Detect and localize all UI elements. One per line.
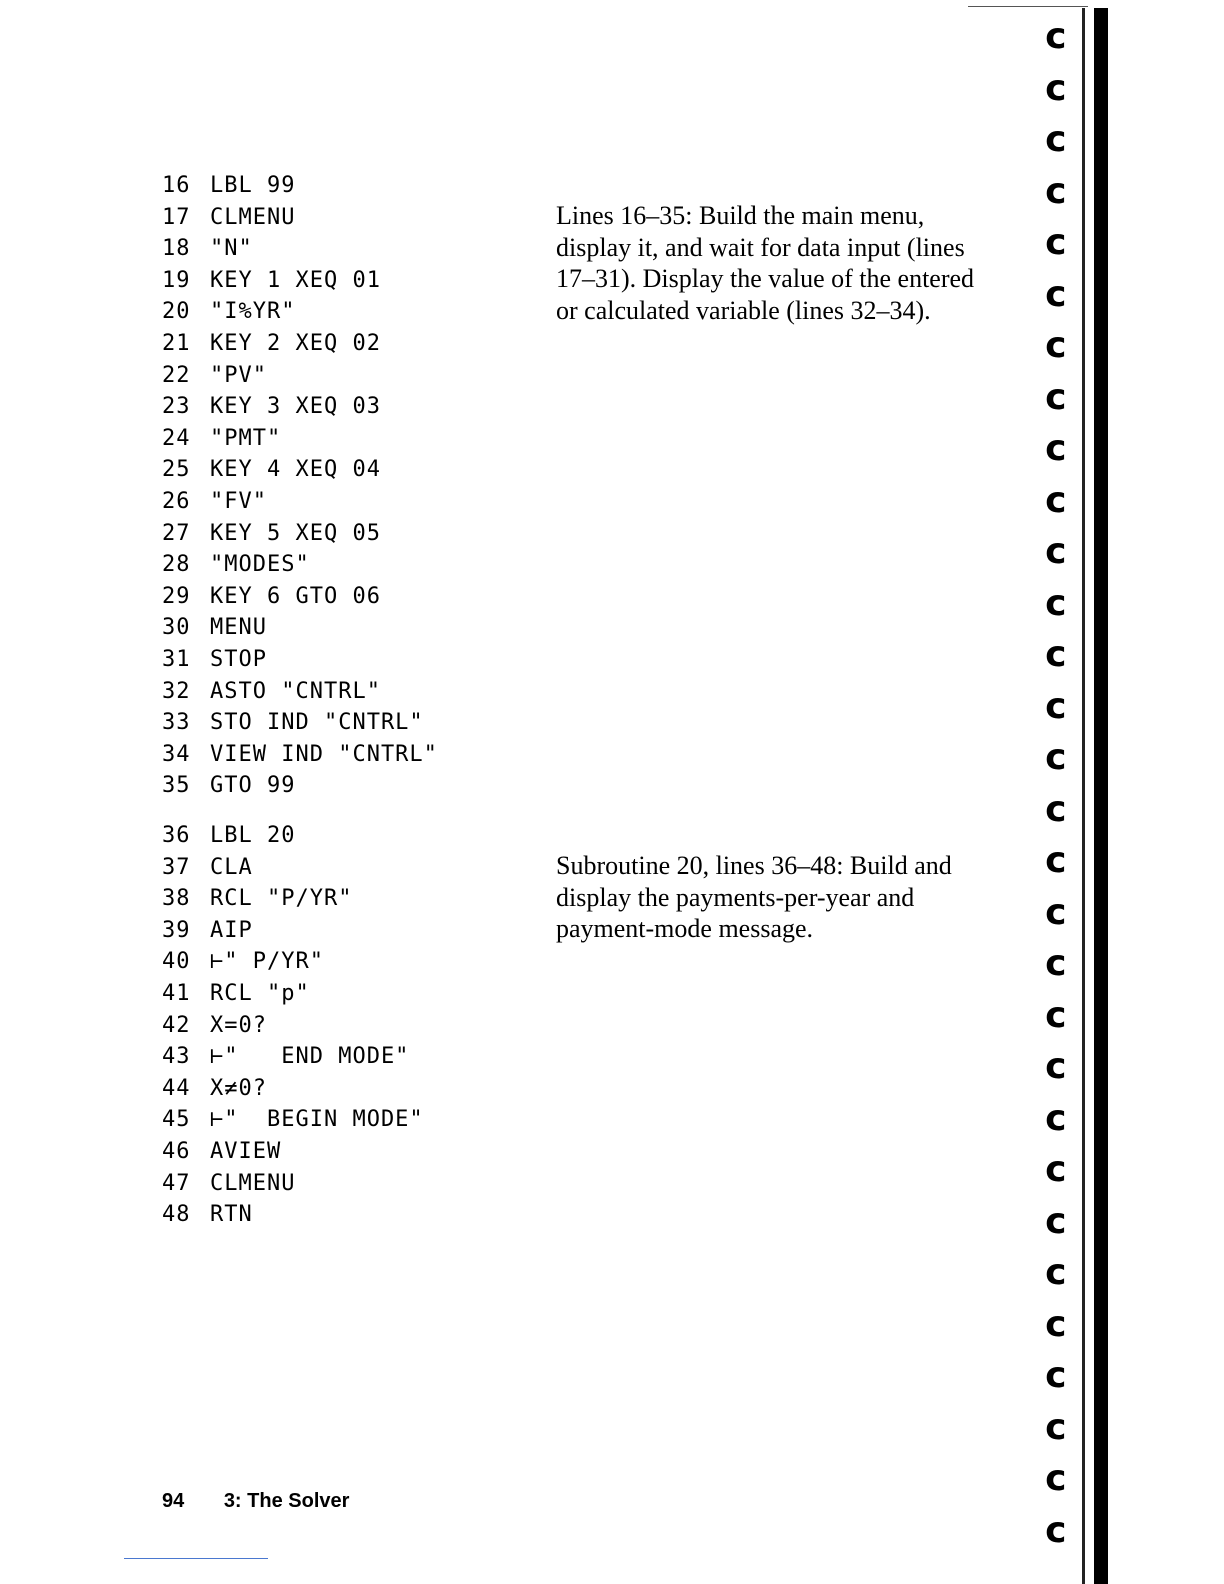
code-line xyxy=(162,644,438,676)
line-code: CLA xyxy=(210,854,253,880)
line-code: CLMENU xyxy=(210,204,296,230)
code-line xyxy=(162,296,438,328)
code-line xyxy=(162,170,438,202)
binding-coil-icon: ɔ xyxy=(1044,479,1066,521)
binding-coil-icon: ɔ xyxy=(1044,788,1066,830)
line-number: 44 xyxy=(162,1075,191,1101)
code-line xyxy=(162,1104,424,1136)
line-code: ⊢" BEGIN MODE" xyxy=(210,1107,424,1133)
code-line xyxy=(162,518,438,550)
line-number: 45 xyxy=(162,1107,191,1133)
line-number: 32 xyxy=(162,678,191,704)
code-line xyxy=(162,1168,424,1200)
binding-coil-icon: ɔ xyxy=(1044,1509,1066,1551)
binding-coil-icon: ɔ xyxy=(1044,1097,1066,1139)
annotation-subroutine-20: Subroutine 20, lines 36–48: Build and display the payments-per-year and payment-mode message. xyxy=(556,851,952,943)
code-listing-lines-36-48 xyxy=(162,820,424,1231)
line-code: GTO 99 xyxy=(210,773,296,799)
binding-edge xyxy=(1082,8,1085,1584)
code-line xyxy=(162,1199,424,1231)
code-line xyxy=(162,423,438,455)
code-line xyxy=(162,1073,424,1105)
line-code: KEY 6 GTO 06 xyxy=(210,583,381,609)
bottom-rule xyxy=(124,1558,268,1559)
line-code: ASTO "CNTRL" xyxy=(210,678,381,704)
line-number: 20 xyxy=(162,299,191,325)
line-code: KEY 2 XEQ 02 xyxy=(210,330,381,356)
binding-coil-icon: ɔ xyxy=(1044,1355,1066,1396)
code-line xyxy=(162,454,438,486)
line-number: 28 xyxy=(162,552,191,578)
binding-coil-icon: ɔ xyxy=(1044,1303,1066,1345)
binding-coil-icon: ɔ xyxy=(1044,16,1066,57)
line-code: STOP xyxy=(210,646,267,672)
line-number: 16 xyxy=(162,173,191,198)
line-code: "MODES" xyxy=(210,552,310,578)
page-number: 94 xyxy=(162,1490,185,1512)
line-code: STO IND "CNTRL" xyxy=(210,710,424,736)
line-number: 47 xyxy=(162,1170,191,1196)
line-code: "PMT" xyxy=(210,425,282,451)
binding-coil-icon: ɔ xyxy=(1044,582,1066,624)
binding-coil-icon: ɔ xyxy=(1044,273,1066,315)
line-number: 25 xyxy=(162,457,191,483)
line-number: 38 xyxy=(162,886,191,912)
line-number: 39 xyxy=(162,917,191,943)
page-footer xyxy=(162,1490,349,1513)
line-number: 31 xyxy=(162,646,191,672)
line-number: 26 xyxy=(162,488,191,514)
line-code: "FV" xyxy=(210,488,267,514)
code-line xyxy=(162,707,438,739)
line-number: 17 xyxy=(162,204,191,230)
line-code: X=0? xyxy=(210,1012,267,1038)
code-line xyxy=(162,486,438,518)
binding-coil-icon: ɔ xyxy=(1044,119,1066,160)
line-code: KEY 5 XEQ 05 xyxy=(210,520,381,546)
line-number: 24 xyxy=(162,425,191,451)
code-line xyxy=(162,1041,424,1073)
binding-coil-icon: ɔ xyxy=(1044,1046,1066,1087)
binding-coil-icon: ɔ xyxy=(1044,428,1066,469)
annotation-lines-16-35: Lines 16–35: Build the main menu, display it, and wait for data input (lines 17–31). Display the value of the entered or calculated variable (lines 32–34). xyxy=(556,201,975,325)
code-line xyxy=(162,1010,424,1042)
line-number: 22 xyxy=(162,362,191,388)
line-code: VIEW IND "CNTRL" xyxy=(210,741,438,767)
line-code: "PV" xyxy=(210,362,267,388)
line-number: 37 xyxy=(162,854,191,880)
line-number: 19 xyxy=(162,267,191,293)
line-number: 36 xyxy=(162,823,191,848)
code-line xyxy=(162,946,424,978)
binding-coil-icon: ɔ xyxy=(1044,737,1066,778)
chapter-title: 3: The Solver xyxy=(223,1490,350,1512)
top-rule xyxy=(968,6,1088,7)
line-number: 33 xyxy=(162,710,191,736)
code-line xyxy=(162,612,438,644)
code-line xyxy=(162,915,424,947)
code-line xyxy=(162,739,438,771)
line-number: 30 xyxy=(162,615,191,641)
binding-coil-icon: ɔ xyxy=(1044,1406,1066,1448)
line-number: 40 xyxy=(162,949,191,975)
line-code: ⊢" P/YR" xyxy=(210,949,324,975)
code-listing-lines-16-35 xyxy=(162,170,438,802)
code-line xyxy=(162,676,438,708)
line-code: MENU xyxy=(210,615,267,641)
binding-coil-icon: ɔ xyxy=(1044,1149,1066,1190)
line-code: "I%YR" xyxy=(210,299,296,325)
code-line xyxy=(162,852,424,884)
line-number: 18 xyxy=(162,236,191,262)
line-code: X≠0? xyxy=(210,1075,267,1101)
binding-coil-icon: ɔ xyxy=(1044,67,1066,109)
line-code: KEY 4 XEQ 04 xyxy=(210,457,381,483)
line-code: KEY 1 XEQ 01 xyxy=(210,267,381,293)
binding-coil-icon: ɔ xyxy=(1044,994,1066,1036)
code-line xyxy=(162,1136,424,1168)
line-number: 27 xyxy=(162,520,191,546)
spiral-binding-bar xyxy=(1094,8,1108,1584)
binding-coil-icon: ɔ xyxy=(1044,325,1066,366)
binding-coil-icon: ɔ xyxy=(1044,1200,1066,1242)
code-line xyxy=(162,233,438,265)
line-number: 41 xyxy=(162,980,191,1006)
line-number: 43 xyxy=(162,1044,191,1070)
line-code: RCL "P/YR" xyxy=(210,886,353,912)
binding-coil-icon: ɔ xyxy=(1044,222,1066,263)
code-line xyxy=(162,770,438,802)
line-code: KEY 3 XEQ 03 xyxy=(210,394,381,420)
line-code: CLMENU xyxy=(210,1170,296,1196)
code-line xyxy=(162,202,438,234)
line-number: 42 xyxy=(162,1012,191,1038)
line-code: ⊢" END MODE" xyxy=(210,1044,410,1070)
code-line xyxy=(162,328,438,360)
code-line xyxy=(162,820,424,852)
line-number: 46 xyxy=(162,1138,191,1164)
line-number: 23 xyxy=(162,394,191,420)
line-code: LBL 20 xyxy=(210,823,296,848)
line-code: "N" xyxy=(210,236,253,262)
code-line xyxy=(162,549,438,581)
line-number: 29 xyxy=(162,583,191,609)
line-code: RTN xyxy=(210,1202,253,1228)
line-code: AIP xyxy=(210,917,253,943)
code-line xyxy=(162,360,438,392)
code-line xyxy=(162,265,438,297)
binding-coil-icon: ɔ xyxy=(1044,943,1066,984)
binding-coil-icon: ɔ xyxy=(1044,376,1066,418)
binding-coil-icon: ɔ xyxy=(1044,531,1066,572)
binding-coil-icon: ɔ xyxy=(1044,840,1066,881)
line-number: 35 xyxy=(162,773,191,799)
code-line xyxy=(162,581,438,613)
line-code: AVIEW xyxy=(210,1138,282,1164)
line-number: 34 xyxy=(162,741,191,767)
binding-coil-icon: ɔ xyxy=(1044,1252,1066,1293)
binding-coil-icon: ɔ xyxy=(1044,1458,1066,1499)
binding-coil-icon: ɔ xyxy=(1044,685,1066,727)
code-line xyxy=(162,883,424,915)
binding-coil-icon: ɔ xyxy=(1044,170,1066,212)
code-line xyxy=(162,391,438,423)
binding-coil-icon: ɔ xyxy=(1044,891,1066,933)
line-number: 21 xyxy=(162,330,191,356)
line-code: LBL 99 xyxy=(210,173,296,198)
line-number: 48 xyxy=(162,1202,191,1228)
binding-coil-icon: ɔ xyxy=(1044,634,1066,675)
code-line xyxy=(162,978,424,1010)
line-code: RCL "p" xyxy=(210,980,310,1006)
